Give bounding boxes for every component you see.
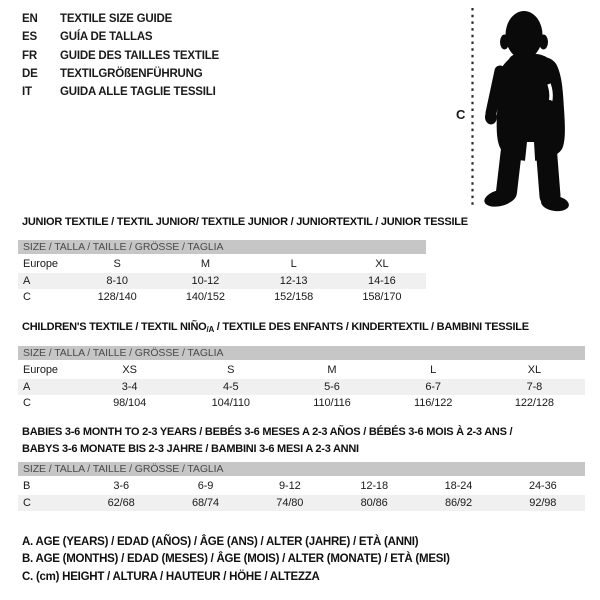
- table-cell: 86/92: [444, 496, 472, 509]
- table-cell: 4-5: [222, 380, 239, 393]
- note-line-a: A. AGE (YEARS) / EDAD (AÑOS) / ÂGE (ANS) / ALTER (JAHRE) / ETÀ (ANNI): [22, 536, 419, 548]
- table-cell: 128/140: [97, 291, 137, 304]
- title-text: / TEXTILE DES ENFANTS / KINDERTEXTIL / BAMBINI TESSILE: [213, 321, 529, 333]
- table-cell: 3-4: [121, 380, 138, 393]
- language-row-it: [22, 86, 219, 104]
- table-cell: 74/80: [276, 496, 304, 509]
- junior-section-title: JUNIOR TEXTILE / TEXTIL JUNIOR/ TEXTILE JUNIOR / JUNIORTEXTIL / JUNIOR TESSILE: [22, 216, 468, 228]
- language-list: [22, 13, 219, 104]
- language-row-fr: [22, 50, 219, 68]
- title-line: BABIES 3-6 MONTH TO 2-3 YEARS / BEBÉS 3-6 MESES A 2-3 AÑOS / BÉBÉS 3-6 MOIS À 2-3 ANS /: [22, 426, 513, 438]
- language-title: GUIDA ALLE TAGLIE TESSILI: [60, 86, 216, 99]
- junior-size-table: [18, 240, 426, 306]
- table-cell: 6-9: [197, 480, 214, 493]
- title-text: CHILDREN'S TEXTILE / TEXTIL NIÑO: [22, 321, 207, 333]
- row-label: C: [23, 397, 31, 410]
- table-cell: 62/68: [107, 496, 135, 509]
- table-row-height: [18, 495, 585, 512]
- table-cell: 122/128: [514, 397, 554, 410]
- table-cell: 98/104: [113, 397, 147, 410]
- note-line-c: C. (cm) HEIGHT / ALTURA / HAUTEUR / HÖHE / ALTEZZA: [22, 570, 320, 583]
- language-title: GUÍA DE TALLAS: [60, 31, 153, 44]
- children-size-table: [18, 346, 585, 412]
- table-row-europe: [18, 362, 585, 379]
- table-cell: 92/98: [529, 496, 557, 509]
- figure-label-c: C: [456, 107, 466, 122]
- table-cell: S: [227, 364, 235, 377]
- row-label: A: [23, 380, 31, 393]
- size-header-band: SIZE / TALLA / TAILLE / GRÖSSE / TAGLIA: [18, 346, 585, 360]
- table-cell: 152/158: [274, 291, 314, 304]
- table-cell: 7-8: [526, 380, 543, 393]
- table-cell: 24-36: [529, 480, 557, 493]
- table-cell: L: [290, 258, 297, 271]
- language-title: TEXTILE SIZE GUIDE: [60, 13, 173, 25]
- table-cell: 18-24: [444, 480, 473, 493]
- table-cell: L: [430, 364, 437, 377]
- table-row-age: [18, 379, 585, 396]
- baby-silhouette-icon: [483, 8, 575, 212]
- table-cell: 80/86: [360, 496, 388, 509]
- language-row-es: [22, 31, 219, 49]
- table-row-europe: [18, 256, 426, 273]
- note-line-b: B. AGE (MONTHS) / EDAD (MESES) / ÂGE (MOIS) / ALTER (MONATE) / ETÀ (MESI): [22, 553, 450, 566]
- size-header-band: SIZE / TALLA / TAILLE / GRÖSSE / TAGLIA: [18, 240, 426, 254]
- height-measure-dashed-line: [470, 8, 475, 208]
- language-code: DE: [22, 67, 38, 80]
- table-cell: S: [113, 258, 121, 271]
- language-code: ES: [22, 31, 37, 44]
- table-cell: 8-10: [106, 274, 128, 287]
- row-label: C: [23, 291, 31, 304]
- language-code: FR: [22, 49, 37, 62]
- table-cell: 116/122: [414, 397, 453, 410]
- table-cell: 158/170: [362, 291, 402, 304]
- title-line: BABYS 3-6 MONATE BIS 2-3 JAHRE / BAMBINI 3-6 MESI A 2-3 ANNI: [22, 442, 359, 455]
- legend-notes: [22, 534, 450, 586]
- language-row-en: [22, 13, 219, 31]
- table-cell: M: [327, 364, 337, 377]
- table-row-height: [18, 289, 426, 306]
- language-row-de: [22, 68, 219, 86]
- language-code: EN: [22, 13, 38, 25]
- row-label: C: [23, 496, 31, 509]
- babies-section-title: [22, 424, 512, 457]
- row-label: Europe: [23, 364, 58, 377]
- table-row-months: [18, 478, 585, 495]
- title-subscript: /A: [206, 325, 214, 334]
- table-cell: XL: [527, 364, 541, 377]
- language-code: IT: [22, 86, 32, 99]
- table-cell: XS: [122, 364, 137, 377]
- row-label: B: [23, 480, 31, 493]
- table-cell: 110/116: [313, 397, 351, 410]
- table-cell: 12-18: [360, 480, 388, 493]
- table-row-age: [18, 273, 426, 290]
- table-cell: XL: [375, 258, 389, 271]
- table-cell: 6-7: [425, 380, 441, 393]
- table-cell: 5-6: [324, 380, 340, 393]
- size-header-band: SIZE / TALLA / TAILLE / GRÖSSE / TAGLIA: [18, 462, 585, 476]
- table-cell: 68/74: [191, 496, 219, 509]
- language-title: TEXTILGRÖßENFÜHRUNG: [60, 67, 203, 80]
- children-section-title: [22, 321, 529, 334]
- table-cell: 12-13: [279, 274, 308, 287]
- table-row-height: [18, 395, 585, 412]
- table-cell: 104/110: [211, 397, 250, 410]
- table-cell: M: [200, 258, 210, 271]
- table-cell: 10-12: [191, 274, 220, 287]
- row-label: Europe: [23, 258, 58, 271]
- babies-size-table: [18, 462, 585, 511]
- language-title: GUIDE DES TAILLES TEXTILE: [60, 49, 219, 62]
- row-label: A: [23, 274, 31, 287]
- table-cell: 14-16: [368, 274, 396, 287]
- table-cell: 9-12: [279, 480, 301, 493]
- table-cell: 3-6: [113, 480, 129, 493]
- table-cell: 140/152: [185, 291, 225, 304]
